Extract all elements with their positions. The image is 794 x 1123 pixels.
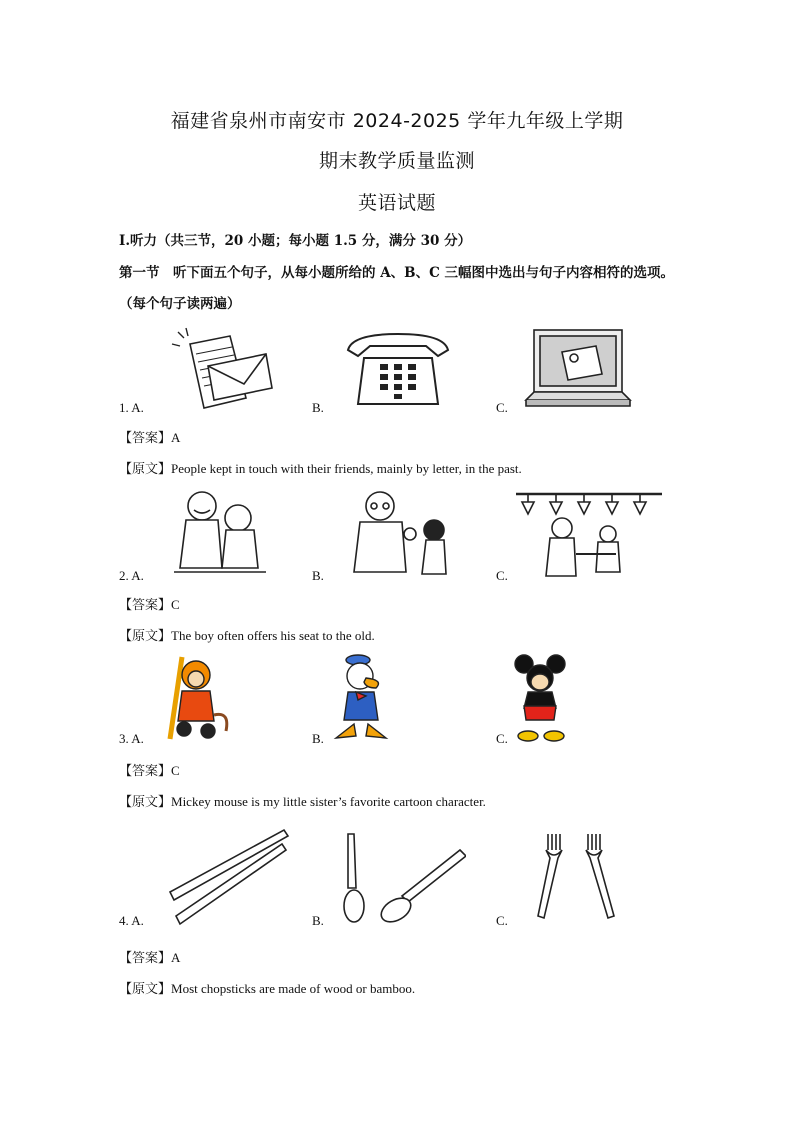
q2-answer <box>119 594 180 613</box>
laptop-email-icon <box>522 326 634 412</box>
q4-answer <box>119 947 180 966</box>
q1-option-b-label: B. <box>312 400 324 415</box>
q1-option-a-label: 1. A. <box>119 400 144 415</box>
title-line-3: 英语试题 <box>357 192 436 214</box>
answer-tag: 【答案】 <box>119 431 172 446</box>
section-heading: Ⅰ.听力（共三节，20 小题；每小题 1.5 分，满分 30 分） <box>119 233 472 249</box>
letter-envelope-icon <box>168 326 278 412</box>
q4-transcript <box>119 978 415 997</box>
q2-option-a-label: 2. A. <box>119 568 144 583</box>
q1-transcript-text: People kept in touch with their friends, mainly by letter, in the past. <box>171 461 522 476</box>
q3-answer-value: C <box>171 763 180 778</box>
boy-giving-gift-icon <box>350 488 450 576</box>
telephone-icon <box>342 330 454 410</box>
q2-option-b-label: B. <box>312 568 324 583</box>
answer-tag: 【答案】 <box>119 764 172 779</box>
q4-answer-value: A <box>171 950 181 965</box>
q4-transcript-text: Most chopsticks are made of wood or bamboo. <box>171 981 416 996</box>
q1-answer-value: A <box>171 430 181 445</box>
q2-transcript-text: The boy often offers his seat to the old. <box>171 628 375 643</box>
transcript-tag: 【原文】 <box>119 982 172 997</box>
monkey-king-icon <box>152 655 234 741</box>
chopsticks-icon <box>166 826 290 926</box>
q3-answer <box>119 760 180 779</box>
q1-answer <box>119 427 180 446</box>
q1-option-c-label: C. <box>496 400 508 415</box>
q2-option-c-label: C. <box>496 568 508 583</box>
spoons-icon <box>342 830 466 926</box>
q3-option-c-label: C. <box>496 731 508 746</box>
part1-note: （每个句子读两遍） <box>119 296 241 312</box>
q2-transcript <box>119 625 375 644</box>
answer-tag: 【答案】 <box>119 598 172 613</box>
q4-option-c-label: C. <box>496 913 508 928</box>
boy-offering-seat-icon <box>516 488 662 578</box>
donald-duck-icon <box>332 654 390 742</box>
q3-option-b-label: B. <box>312 731 324 746</box>
q3-transcript <box>119 791 486 810</box>
q4-option-b-label: B. <box>312 913 324 928</box>
forks-icon <box>534 830 618 924</box>
q3-option-a-label: 3. A. <box>119 731 144 746</box>
q4-option-a-label: 4. A. <box>119 913 144 928</box>
q2-answer-value: C <box>171 597 180 612</box>
title-line-2: 期末教学质量监测 <box>318 150 475 172</box>
title-line-1: 福建省泉州市南安市 2024-2025 学年九年级上学期 <box>170 110 624 132</box>
answer-tag: 【答案】 <box>119 951 172 966</box>
transcript-tag: 【原文】 <box>119 629 172 644</box>
transcript-tag: 【原文】 <box>119 462 172 477</box>
transcript-tag: 【原文】 <box>119 795 172 810</box>
q3-transcript-text: Mickey mouse is my little sister’s favorite cartoon character. <box>171 794 486 809</box>
q1-transcript <box>119 458 522 477</box>
old-man-and-boy-icon <box>170 488 270 576</box>
mickey-mouse-icon <box>514 654 566 742</box>
part1-instruction: 第一节 听下面五个句子，从每小题所给的 A、B、C 三幅图中选出与句子内容相符的选项。 <box>119 265 675 281</box>
